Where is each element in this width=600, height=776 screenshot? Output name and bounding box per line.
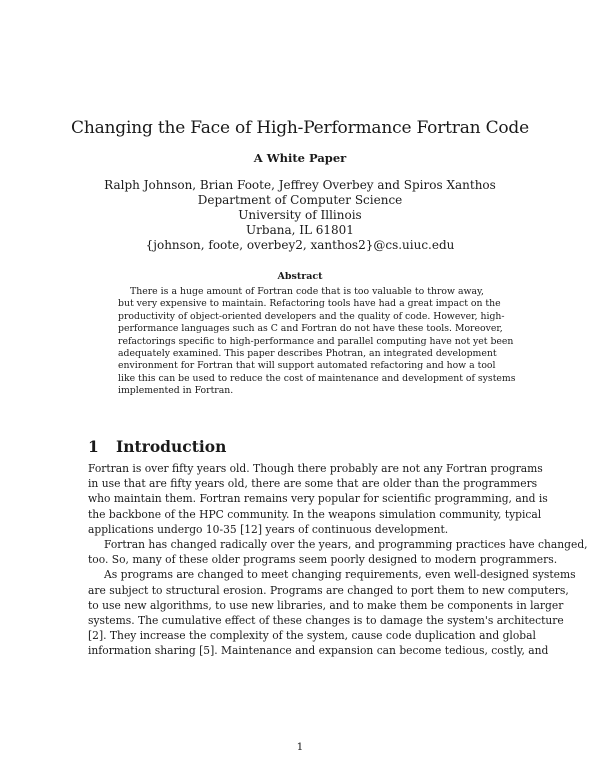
- abstract-body: [118, 286, 516, 398]
- section-number: 1: [88, 437, 99, 456]
- author-names: Ralph Johnson, Brian Foote, Jeffrey Overbey and Spiros Xanthos: [104, 178, 496, 192]
- body-line: too. So, many of these older programs seem poorly designed to modern programmers.: [88, 553, 558, 567]
- body-line: systems. The cumulative effect of these changes is to damage the system's architecture: [88, 614, 564, 628]
- page-number: 1: [296, 741, 304, 753]
- body-line: are subject to structural erosion. Programs are changed to port them to new computers,: [88, 583, 569, 597]
- abstract-line: adequately examined. This paper describes Photran, an integrated development: [118, 348, 497, 360]
- abstract-line: like this can be used to reduce the cost of maintenance and development of systems: [118, 372, 516, 384]
- body-line: Fortran has changed radically over the years, and programming practices have changed,: [104, 538, 588, 552]
- body-line: the backbone of the HPC community. In the weapons simulation community, typical: [88, 507, 542, 521]
- abstract-line: but very expensive to maintain. Refactoring tools have had a great impact on the: [118, 298, 501, 310]
- abstract-line: productivity of object-oriented developers and the quality of code. However, high-: [118, 310, 505, 322]
- body-line: applications undergo 10-35 [12] years of continuous development.: [88, 522, 449, 536]
- section-title: Introduction: [116, 437, 227, 456]
- author-location: Urbana, IL 61801: [246, 223, 354, 237]
- body-line: to use new algorithms, to use new libraries, and to make them be components in larger: [88, 598, 564, 612]
- body-line: As programs are changed to meet changing requirements, even well-designed systems: [104, 568, 576, 582]
- abstract-line: environment for Fortran that will support automated refactoring and how a tool: [118, 360, 496, 372]
- author-block: [0, 178, 600, 253]
- body-line: [2]. They increase the complexity of the system, cause code duplication and global: [88, 629, 536, 643]
- paper-title: Changing the Face of High-Performance Fortran Code: [71, 118, 529, 138]
- author-emails: {johnson, foote, overbey2, xanthos2}@cs.uiuc.edu: [145, 238, 455, 252]
- introduction-body: [88, 461, 588, 659]
- body-line: who maintain them. Fortran remains very popular for scientific programming, and is: [88, 492, 548, 506]
- abstract-line: performance languages such as C and Fortran do not have these tools. Moreover,: [118, 323, 503, 335]
- body-line: information sharing [5]. Maintenance and expansion can become tedious, costly, and: [88, 644, 549, 658]
- section-heading: [88, 437, 226, 456]
- body-line: in use that are fifty years old, there are some that are older than the programmers: [88, 477, 538, 491]
- abstract-line: implemented in Fortran.: [118, 385, 234, 397]
- paper-subtitle: A White Paper: [253, 151, 347, 165]
- author-university: University of Illinois: [238, 208, 362, 222]
- body-line: Fortran is over fifty years old. Though there probably are not any Fortran programs: [88, 462, 543, 475]
- author-department: Department of Computer Science: [197, 193, 403, 207]
- abstract-line: refactorings specific to high-performance and parallel computing have not yet been: [118, 335, 514, 347]
- abstract-line: There is a huge amount of Fortran code that is too valuable to throw away,: [130, 286, 484, 297]
- abstract-heading: Abstract: [277, 271, 323, 282]
